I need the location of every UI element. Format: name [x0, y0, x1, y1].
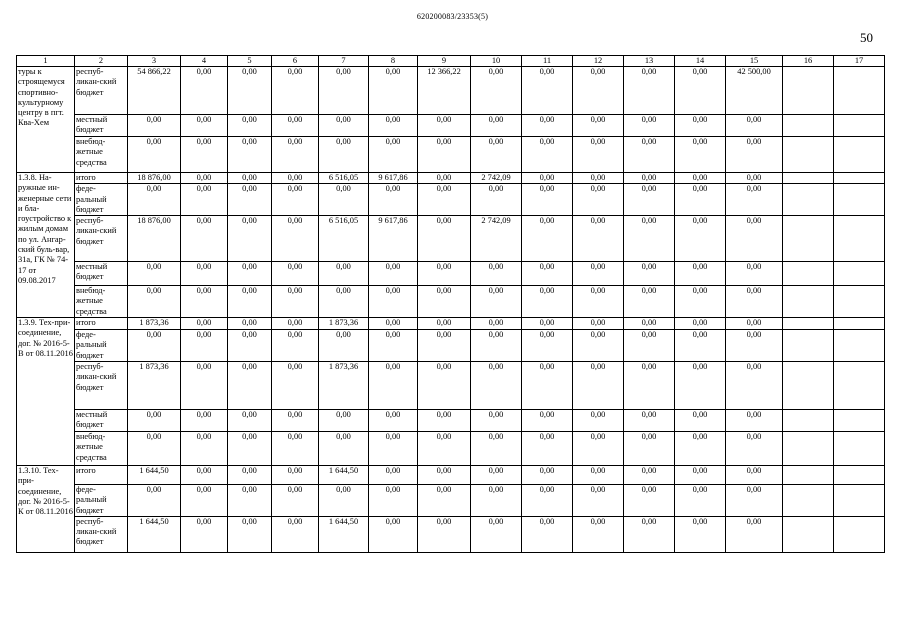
column-header: 4: [181, 56, 228, 67]
column-header: 8: [369, 56, 418, 67]
value-cell: 0,00: [573, 484, 624, 516]
funding-source: местный бюджет: [75, 262, 128, 286]
value-cell: 0,00: [272, 137, 319, 173]
empty-cell: [783, 184, 834, 216]
value-cell: 0,00: [675, 184, 726, 216]
value-cell: 0,00: [272, 216, 319, 262]
funding-source: итого: [75, 465, 128, 484]
funding-source: внебюд-жетные средства: [75, 286, 128, 318]
value-cell: 0,00: [573, 262, 624, 286]
empty-cell: [834, 361, 885, 409]
value-cell: 0,00: [471, 431, 522, 465]
column-header: 16: [783, 56, 834, 67]
value-cell: 0,00: [418, 115, 471, 137]
value-cell: 0,00: [624, 67, 675, 115]
value-cell: 0,00: [522, 516, 573, 552]
value-cell: 0,00: [624, 137, 675, 173]
value-cell: 0,00: [573, 137, 624, 173]
value-cell: 1 644,50: [128, 516, 181, 552]
value-cell: 0,00: [128, 286, 181, 318]
value-cell: 0,00: [675, 361, 726, 409]
value-cell: 0,00: [675, 173, 726, 184]
table-row: [17, 216, 885, 262]
empty-cell: [834, 318, 885, 330]
value-cell: 0,00: [624, 262, 675, 286]
value-cell: 0,00: [675, 465, 726, 484]
empty-cell: [783, 409, 834, 431]
value-cell: 0,00: [418, 184, 471, 216]
table-row: [17, 361, 885, 409]
value-cell: 0,00: [272, 431, 319, 465]
value-cell: 0,00: [181, 137, 228, 173]
value-cell: 0,00: [573, 286, 624, 318]
empty-cell: [783, 484, 834, 516]
value-cell: 0,00: [624, 361, 675, 409]
funding-source: феде-ральный бюджет: [75, 330, 128, 362]
value-cell: 1 873,36: [128, 361, 181, 409]
value-cell: 0,00: [471, 67, 522, 115]
value-cell: 0,00: [522, 184, 573, 216]
document-id: 620200083/23353(5): [416, 12, 489, 21]
empty-cell: [783, 216, 834, 262]
value-cell: 0,00: [418, 286, 471, 318]
value-cell: 0,00: [369, 137, 418, 173]
funding-source: феде-ральный бюджет: [75, 484, 128, 516]
column-header: 14: [675, 56, 726, 67]
empty-cell: [834, 330, 885, 362]
value-cell: 0,00: [726, 330, 783, 362]
empty-cell: [783, 361, 834, 409]
value-cell: 0,00: [272, 262, 319, 286]
value-cell: 0,00: [573, 330, 624, 362]
value-cell: 0,00: [369, 409, 418, 431]
value-cell: 0,00: [272, 184, 319, 216]
value-cell: 0,00: [228, 465, 272, 484]
table-row: [17, 137, 885, 173]
column-header: 1: [17, 56, 75, 67]
value-cell: 0,00: [471, 484, 522, 516]
value-cell: 0,00: [418, 431, 471, 465]
empty-cell: [834, 262, 885, 286]
value-cell: 0,00: [726, 516, 783, 552]
value-cell: 0,00: [319, 115, 369, 137]
value-cell: 0,00: [675, 286, 726, 318]
column-header: 5: [228, 56, 272, 67]
value-cell: 0,00: [128, 431, 181, 465]
value-cell: 0,00: [181, 361, 228, 409]
value-cell: 0,00: [272, 484, 319, 516]
funding-source: местный бюджет: [75, 409, 128, 431]
value-cell: 0,00: [471, 409, 522, 431]
value-cell: 0,00: [624, 115, 675, 137]
value-cell: 0,00: [418, 262, 471, 286]
value-cell: 0,00: [522, 262, 573, 286]
empty-cell: [783, 286, 834, 318]
value-cell: 0,00: [675, 115, 726, 137]
value-cell: 0,00: [522, 216, 573, 262]
value-cell: 0,00: [726, 137, 783, 173]
value-cell: 42 500,00: [726, 67, 783, 115]
column-header: 2: [75, 56, 128, 67]
value-cell: 0,00: [675, 330, 726, 362]
value-cell: 0,00: [522, 330, 573, 362]
column-header: 9: [418, 56, 471, 67]
value-cell: 0,00: [726, 286, 783, 318]
value-cell: 0,00: [369, 330, 418, 362]
value-cell: 0,00: [319, 484, 369, 516]
value-cell: 0,00: [319, 137, 369, 173]
value-cell: 0,00: [369, 184, 418, 216]
value-cell: 0,00: [624, 484, 675, 516]
value-cell: 0,00: [418, 137, 471, 173]
value-cell: 0,00: [228, 516, 272, 552]
funding-source: внебюд-жетные средства: [75, 431, 128, 465]
value-cell: 0,00: [128, 409, 181, 431]
table-row: [17, 484, 885, 516]
empty-cell: [834, 484, 885, 516]
column-header: 7: [319, 56, 369, 67]
value-cell: 0,00: [675, 318, 726, 330]
table-row: [17, 67, 885, 115]
value-cell: 0,00: [228, 286, 272, 318]
value-cell: 0,00: [573, 173, 624, 184]
value-cell: 0,00: [369, 67, 418, 115]
value-cell: 0,00: [726, 173, 783, 184]
value-cell: 0,00: [181, 409, 228, 431]
value-cell: 2 742,09: [471, 173, 522, 184]
value-cell: 0,00: [128, 484, 181, 516]
value-cell: 0,00: [522, 465, 573, 484]
item-label: туры к строящемуся спортивно-культурному центру в пгт. Ква-Хем: [17, 67, 75, 173]
value-cell: 0,00: [675, 262, 726, 286]
value-cell: 0,00: [624, 431, 675, 465]
value-cell: 0,00: [522, 67, 573, 115]
value-cell: 0,00: [319, 184, 369, 216]
value-cell: 0,00: [573, 67, 624, 115]
value-cell: 0,00: [726, 465, 783, 484]
value-cell: 0,00: [319, 431, 369, 465]
funding-source: местный бюджет: [75, 115, 128, 137]
funding-source: внебюд-жетные средства: [75, 137, 128, 173]
value-cell: 1 644,50: [319, 516, 369, 552]
value-cell: 9 617,86: [369, 216, 418, 262]
value-cell: 9 617,86: [369, 173, 418, 184]
value-cell: 0,00: [522, 318, 573, 330]
empty-cell: [834, 409, 885, 431]
value-cell: 0,00: [319, 67, 369, 115]
table-row: [17, 330, 885, 362]
value-cell: 0,00: [522, 173, 573, 184]
value-cell: 0,00: [181, 465, 228, 484]
value-cell: 0,00: [573, 465, 624, 484]
value-cell: 0,00: [418, 465, 471, 484]
value-cell: 0,00: [272, 409, 319, 431]
value-cell: 0,00: [272, 173, 319, 184]
value-cell: 0,00: [573, 115, 624, 137]
value-cell: 0,00: [726, 409, 783, 431]
column-header: 13: [624, 56, 675, 67]
empty-cell: [783, 262, 834, 286]
value-cell: 0,00: [471, 137, 522, 173]
value-cell: 0,00: [624, 184, 675, 216]
value-cell: 0,00: [418, 330, 471, 362]
value-cell: 0,00: [228, 431, 272, 465]
value-cell: 0,00: [369, 431, 418, 465]
value-cell: 1 873,36: [319, 318, 369, 330]
value-cell: 0,00: [319, 409, 369, 431]
value-cell: 2 742,09: [471, 216, 522, 262]
value-cell: 0,00: [228, 173, 272, 184]
value-cell: 0,00: [522, 484, 573, 516]
value-cell: 0,00: [369, 115, 418, 137]
empty-cell: [783, 318, 834, 330]
value-cell: 0,00: [128, 184, 181, 216]
empty-cell: [834, 115, 885, 137]
value-cell: 0,00: [369, 361, 418, 409]
value-cell: 0,00: [471, 286, 522, 318]
value-cell: 0,00: [272, 516, 319, 552]
value-cell: 0,00: [128, 330, 181, 362]
value-cell: 0,00: [624, 173, 675, 184]
value-cell: 0,00: [675, 431, 726, 465]
item-label: 1.3.9. Тех-при-соединение, дог. № 2016-5-В от 08.11.2016: [17, 318, 75, 466]
empty-cell: [783, 115, 834, 137]
empty-cell: [783, 67, 834, 115]
value-cell: 0,00: [228, 484, 272, 516]
value-cell: 0,00: [573, 431, 624, 465]
value-cell: 0,00: [675, 67, 726, 115]
value-cell: 0,00: [181, 484, 228, 516]
value-cell: 0,00: [181, 516, 228, 552]
value-cell: 0,00: [726, 484, 783, 516]
empty-cell: [834, 286, 885, 318]
table-row: [17, 173, 885, 184]
value-cell: 0,00: [573, 409, 624, 431]
value-cell: 0,00: [418, 516, 471, 552]
value-cell: 0,00: [228, 184, 272, 216]
column-header: 6: [272, 56, 319, 67]
value-cell: 1 873,36: [319, 361, 369, 409]
funding-source: респуб-ликан-ский бюджет: [75, 216, 128, 262]
empty-cell: [783, 330, 834, 362]
empty-cell: [834, 216, 885, 262]
empty-cell: [783, 465, 834, 484]
value-cell: 0,00: [228, 318, 272, 330]
value-cell: 0,00: [471, 516, 522, 552]
value-cell: 0,00: [418, 318, 471, 330]
value-cell: 0,00: [272, 361, 319, 409]
value-cell: 0,00: [675, 409, 726, 431]
table-row: [17, 286, 885, 318]
value-cell: 0,00: [228, 137, 272, 173]
value-cell: 0,00: [675, 516, 726, 552]
value-cell: 0,00: [471, 361, 522, 409]
page-number: 50: [860, 30, 873, 45]
value-cell: 0,00: [624, 465, 675, 484]
value-cell: 0,00: [181, 67, 228, 115]
value-cell: 0,00: [471, 184, 522, 216]
value-cell: 0,00: [471, 465, 522, 484]
value-cell: 0,00: [272, 67, 319, 115]
value-cell: 0,00: [471, 318, 522, 330]
value-cell: 0,00: [573, 516, 624, 552]
column-header: 17: [834, 56, 885, 67]
value-cell: 0,00: [369, 262, 418, 286]
value-cell: 18 876,00: [128, 216, 181, 262]
funding-source: феде-ральный бюджет: [75, 184, 128, 216]
value-cell: 0,00: [272, 330, 319, 362]
empty-cell: [834, 431, 885, 465]
value-cell: 0,00: [522, 286, 573, 318]
value-cell: 0,00: [726, 431, 783, 465]
table-row: [17, 115, 885, 137]
value-cell: 0,00: [726, 184, 783, 216]
value-cell: 0,00: [573, 216, 624, 262]
funding-source: итого: [75, 173, 128, 184]
item-label: 1.3.8. На-ружные ин-женерные сети и бла-гоустройство к жилым домам по ул. Ангар-ский буль-вар, 31а, ГК № 74-17 от 09.08.2017: [17, 173, 75, 318]
value-cell: 0,00: [181, 431, 228, 465]
value-cell: 0,00: [471, 330, 522, 362]
value-cell: 54 866,22: [128, 67, 181, 115]
empty-cell: [834, 137, 885, 173]
value-cell: 0,00: [319, 330, 369, 362]
value-cell: 0,00: [675, 216, 726, 262]
value-cell: 0,00: [181, 216, 228, 262]
value-cell: 0,00: [675, 484, 726, 516]
table-row: [17, 184, 885, 216]
value-cell: 0,00: [228, 330, 272, 362]
value-cell: 0,00: [228, 67, 272, 115]
value-cell: 0,00: [726, 216, 783, 262]
value-cell: 0,00: [128, 137, 181, 173]
value-cell: 0,00: [128, 262, 181, 286]
value-cell: 0,00: [181, 262, 228, 286]
value-cell: 0,00: [272, 286, 319, 318]
value-cell: 0,00: [418, 484, 471, 516]
value-cell: 0,00: [369, 286, 418, 318]
value-cell: 1 644,50: [319, 465, 369, 484]
value-cell: 0,00: [624, 409, 675, 431]
value-cell: 0,00: [418, 361, 471, 409]
value-cell: 0,00: [624, 216, 675, 262]
empty-cell: [834, 184, 885, 216]
column-header: 15: [726, 56, 783, 67]
value-cell: 0,00: [319, 286, 369, 318]
value-cell: 0,00: [181, 330, 228, 362]
empty-cell: [783, 173, 834, 184]
budget-table: [16, 55, 885, 553]
value-cell: 1 644,50: [128, 465, 181, 484]
value-cell: 0,00: [522, 115, 573, 137]
funding-source: респуб-ликан-ский бюджет: [75, 67, 128, 115]
value-cell: 0,00: [573, 184, 624, 216]
value-cell: 0,00: [522, 137, 573, 173]
value-cell: 18 876,00: [128, 173, 181, 184]
value-cell: 0,00: [181, 115, 228, 137]
value-cell: 0,00: [624, 330, 675, 362]
value-cell: 0,00: [272, 318, 319, 330]
table-row: [17, 318, 885, 330]
value-cell: 0,00: [522, 409, 573, 431]
value-cell: 0,00: [624, 318, 675, 330]
value-cell: 0,00: [228, 409, 272, 431]
funding-source: итого: [75, 318, 128, 330]
value-cell: 6 516,05: [319, 216, 369, 262]
item-label: 1.3.10. Тех-при-соединение, дог. № 2016-5-К от 08.11.2016: [17, 465, 75, 552]
value-cell: 0,00: [522, 431, 573, 465]
empty-cell: [834, 67, 885, 115]
value-cell: 0,00: [573, 318, 624, 330]
column-header: 11: [522, 56, 573, 67]
table-row: [17, 409, 885, 431]
column-header: 3: [128, 56, 181, 67]
value-cell: 0,00: [272, 465, 319, 484]
empty-cell: [834, 173, 885, 184]
value-cell: 0,00: [181, 184, 228, 216]
value-cell: 0,00: [369, 465, 418, 484]
value-cell: 0,00: [181, 173, 228, 184]
value-cell: 0,00: [418, 409, 471, 431]
value-cell: 0,00: [272, 115, 319, 137]
value-cell: 1 873,36: [128, 318, 181, 330]
empty-cell: [783, 516, 834, 552]
value-cell: 0,00: [228, 262, 272, 286]
value-cell: 0,00: [181, 318, 228, 330]
value-cell: 0,00: [624, 286, 675, 318]
value-cell: 0,00: [471, 262, 522, 286]
value-cell: 0,00: [181, 286, 228, 318]
value-cell: 0,00: [228, 115, 272, 137]
empty-cell: [834, 516, 885, 552]
value-cell: 0,00: [228, 361, 272, 409]
value-cell: 0,00: [319, 262, 369, 286]
value-cell: 0,00: [418, 173, 471, 184]
value-cell: 6 516,05: [319, 173, 369, 184]
value-cell: 0,00: [726, 318, 783, 330]
value-cell: 0,00: [369, 318, 418, 330]
value-cell: 0,00: [471, 115, 522, 137]
table-row: [17, 431, 885, 465]
value-cell: 0,00: [522, 361, 573, 409]
value-cell: 0,00: [624, 516, 675, 552]
empty-cell: [834, 465, 885, 484]
value-cell: 0,00: [726, 115, 783, 137]
value-cell: 0,00: [128, 115, 181, 137]
funding-source: респуб-ликан-ский бюджет: [75, 516, 128, 552]
column-header: 10: [471, 56, 522, 67]
table-row: [17, 516, 885, 552]
value-cell: 0,00: [726, 262, 783, 286]
table-row: [17, 262, 885, 286]
value-cell: 0,00: [369, 516, 418, 552]
value-cell: 0,00: [418, 216, 471, 262]
value-cell: 0,00: [573, 361, 624, 409]
table-row: [17, 465, 885, 484]
funding-source: респуб-ликан-ский бюджет: [75, 361, 128, 409]
empty-cell: [783, 137, 834, 173]
value-cell: 12 366,22: [418, 67, 471, 115]
value-cell: 0,00: [369, 484, 418, 516]
empty-cell: [783, 431, 834, 465]
column-header: 12: [573, 56, 624, 67]
header-row: [17, 56, 885, 67]
value-cell: 0,00: [675, 137, 726, 173]
value-cell: 0,00: [726, 361, 783, 409]
value-cell: 0,00: [228, 216, 272, 262]
